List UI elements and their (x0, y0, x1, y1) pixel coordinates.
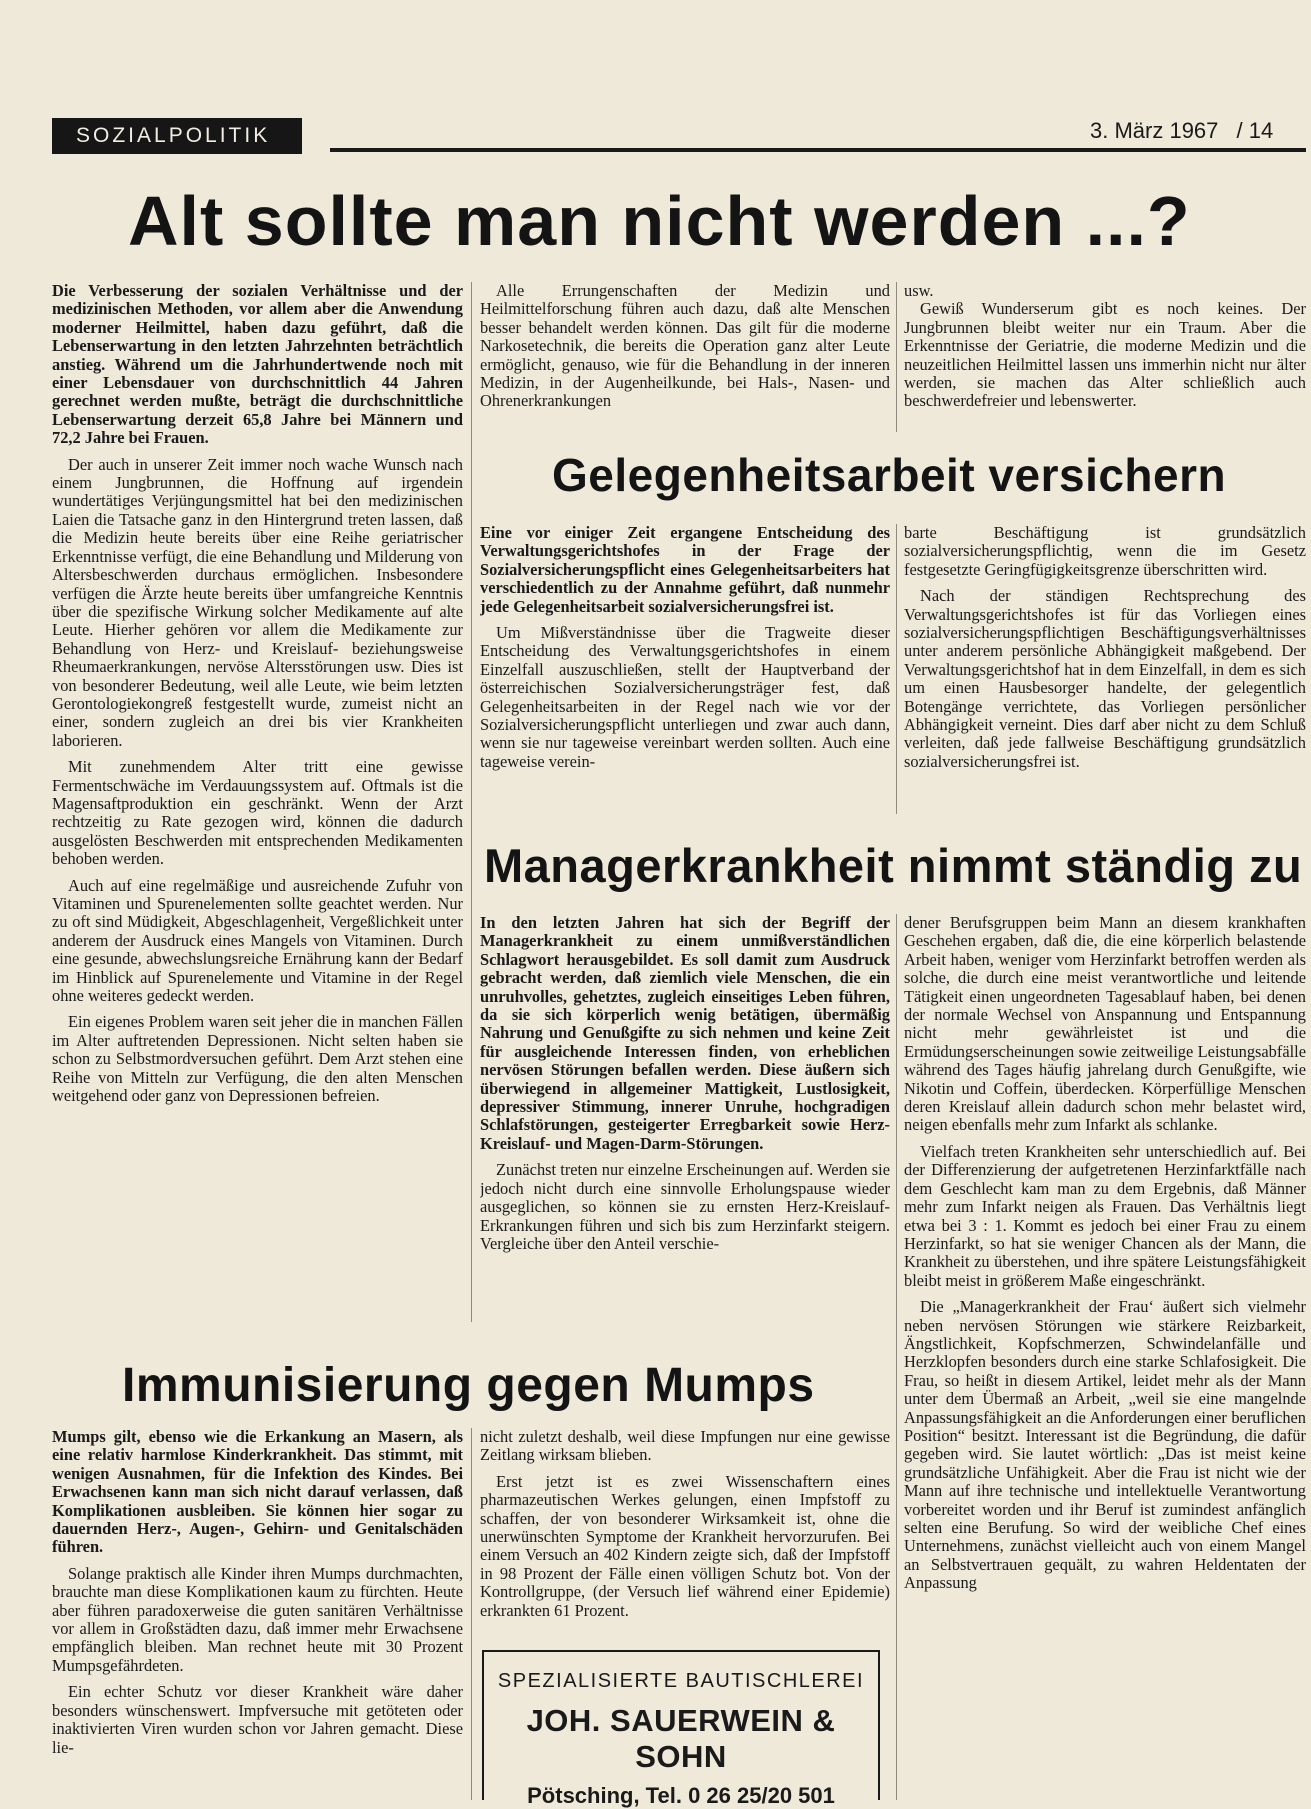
article4-lead: Mumps gilt, ebenso wie die Erkankung an Masern, als eine relativ harmlose Kinderkrankheit. Das stimmt, mit wenigen Ausnahmen, für die Infektion des Kindes. Bei Erwachsenen kann man sich nicht darauf verlassen, daß Komplikationen ausbleiben. Sie können hier sogar zu dauernden Herz-, Augen-, Gehirn- und Genitalschäden führen. (52, 1428, 463, 1557)
article1-lead: Die Verbesserung der sozialen Verhältnisse und der medizinischen Methoden, vor allem aber die Anwendung moderner Heilmittel, haben dazu geführt, daß die Lebenserwartung in den letzten Jahrzehnten beträchtlich anstieg. Während um die Jahrhundertwende noch mit einer Lebensdauer von durchschnittlich 44 Jahren gerechnet werden mußte, beträgt die durchschnittliche Lebenserwartung derzeit 65,8 Jahre bei Männern und 72,2 Jahre bei Frauen. (52, 282, 463, 448)
article3-paragraph: Die „Managerkrankheit der Frau‘ äußert sich vielmehr neben nervösen Störungen wie stärkere Reizbarkeit, Ängstlichkeit, Kopfschmerzen, Schwindelanfälle und Herzklopfen besonders durch eine starke Schlafosigkeit. Die Frau, so heißt in diesem Artikel, leidet mehr als der Mann unter dem Übermaß an Arbeit, „weil sie eine mangelnde Anpassungsfähigkeit an die Anforderungen einer beruflichen Position“ besitzt. Interessant ist die Begründung, die dafür gegeben wird. Sie lautet wörtlich: „Das ist meist keine grundsätzliche Unfähigkeit. Aber die Frau ist nicht wie der Mann auf ihre technische und intellektuelle Verantwortung vorbereitet worden und ihr Beruf ist zumindest anfänglich selten eine Berufung. So wird der weibliche Chef eines Unternehmens, zunächst vielleicht auch von einem Mangel an Selbstvertrauen gequält, zu wahren Heldentaten der Anpassung (904, 1297, 1306, 1593)
article2-column-1 (480, 524, 890, 814)
article2-paragraph: Nach der ständigen Rechtsprechung des Verwaltungsgerichtshofes ist für das Vorliegen eines sozialversicherungspflichtigen Beschäftigungsverhältnisses unter anderem persönliche Abhängigkeit maßgebend. Der Verwaltungsgerichtshof hat in dem Einzelfall, in dem es sich um einen Hausbesorger handelte, der gelegentlich Botengänge verrichtete, das Vorliegen persönlicher Abhängigkeit verneint. Dies darf aber nicht zu dem Schluß verleiten, daß jede fallweise Beschäftigung grundsätzlich sozialversicherungsfrei ist. (904, 586, 1306, 771)
date-text: 3. März 1967 (1090, 118, 1219, 143)
article3-lead: In den letzten Jahren hat sich der Begriff der Managerkrankheit zu einem unmißverständlichen Schlagwort herausgebildet. Es soll damit zum Ausdruck gebracht werden, daß ziemlich viele Menschen, die ein unruhvolles, gehetztes, zugleich einseitiges Leben führen, da sie sich körperlich wenig betätigen, übermäßig Nahrung und Genußgifte zu sich nehmen und keine Zeit für ausgleichende Interessen finden, von erheblichen nervösen Störungen befallen werden. Diese äußern sich überwiegend in allgemeiner Mattigkeit, Lustlosigkeit, depressiver Stimmung, innerer Unruhe, hochgradigen Schlafstörungen, gesteigerter Erregbarkeit sowie Herz-Kreislauf- und Magen-Darm-Störungen. (480, 914, 890, 1153)
article4-paragraph: Erst jetzt ist es zwei Wissenschaftern eines pharmazeutischen Werkes gelungen, einen Impfstoff zu schaffen, der von besonderer Wirksamkeit ist, ohne die unerwünschten Symptome der Krankheit hervorzurufen. Bei einem Versuch an 402 Kindern zeigte sich, daß der Impfstoff in 98 Prozent der Fälle einen völligen Schutz bot. Von der Kontrollgruppe, (der Versuch lief während einer Epidemie) erkrankten 61 Prozent. (480, 1471, 890, 1620)
article1-column-1 (52, 282, 463, 1316)
article3-column-2 (904, 914, 1306, 1800)
article1-paragraph: Ein eigenes Problem waren seit jeher die in manchen Fällen im Alter auftretenden Depressionen. Nicht selten haben sie schon zu Selbstmordversuchen geführt. Dem Arzt stehen eine Reihe von Mitteln zur Verfügung, die den alten Menschen weitgehend oder ganz von Depressionen befreien. (52, 1012, 463, 1106)
article1-paragraph: Mit zunehmendem Alter tritt eine gewisse Fermentschwäche im Verdauungssystem auf. Oftmals ist die Magensaftproduktion ein geschränkt. Wenn der Arzt rechtzeitig zu Rate gezogen wird, können die dadurch ausgelösten Beschwerden mit entsprechenden Medikamenten behoben werden. (52, 757, 463, 869)
article1-column-2 (480, 282, 890, 432)
article1-paragraph: Der auch in unserer Zeit immer noch wache Wunsch nach einem Jungbrunnen, die Hoffnung auf irgendein wundertätiges Verjüngungsmittel hat bei den medizinischen Laien die Tatsache ganz in den Hintergrund treten lassen, daß die Medizin heute bereits über eine Reihe geriatrischer Erkenntnisse verfügt, die eine Behandlung und Milderung von Altersbeschwerden durchaus ermöglichen. Insbesondere verfügen die Ärzte heute bereits über umfangreiche Kenntnis über die spezifische Wirkung solcher Medikamente auf alte Leute. Hierher gehören vor allem die Medikamente zur Behandlung von Herz- und Kreislauf- beziehungsweise Rheumaerkrankungen, nervöse Altersstörungen usw. Dies ist von besonderer Bedeutung, weil alle Leute, wie beim letzten Gerontologiekongreß festgestellt wurde, zumeist nicht an einer, sondern zugleich an drei bis vier Krankheiten laborieren. (52, 454, 463, 750)
article3-paragraph: dener Berufsgruppen beim Mann an diesem krankhaften Geschehen ergaben, daß die, die eine körperlich belastende Arbeit haben, weniger vom Herzinfarkt betroffen werden als solche, die durch eine meist verantwortliche und leitende Tätigkeit einen ungeordneten Tagesablauf haben, bei denen der normale Wechsel von Anspannung und Entspannung nicht mehr gewährleistet ist und die Ermüdungserscheinungen sowie zeitweilige Leistungsabfälle während des Tages häufig jahrelang durch Genußgifte, wie Nikotin und Coffein, überdecken. Körperfüllige Menschen deren Kreislauf allein dadurch schon mehr belastet wird, neigen ebenfalls mehr zum Infarkt als schlanke. (904, 914, 1306, 1135)
column-rule (896, 282, 897, 432)
issue-date (1090, 118, 1305, 144)
column-rule (896, 914, 897, 1800)
headline-mumps: Immunisierung gegen Mumps (122, 1359, 815, 1412)
article4-column-2 (480, 1428, 890, 1638)
article3-paragraph: Zunächst treten nur einzelne Erscheinungen auf. Werden sie jedoch nicht durch eine sinnvolle Erholungspause wieder ausgeglichen, so können sie zu ernsten Herz-Kreislauf-Erkrankungen führen und sich bis zum Herzinfarkt steigern. Vergleiche über den Anteil verschie- (480, 1160, 890, 1253)
column-rule (471, 282, 472, 1322)
header-rule (330, 148, 1306, 152)
headline-alt: Alt sollte man nicht werden ...? (128, 182, 1191, 260)
page-number: / 14 (1236, 118, 1274, 143)
ad-line-1: SPEZIALISIERTE BAUTISCHLEREI (497, 1670, 865, 1692)
headline-managerkrankheit: Managerkrankheit nimmt ständig zu (484, 839, 1303, 892)
article2-lead: Eine vor einiger Zeit ergangene Entscheidung des Verwaltungsgerichtshofes in der Frage der Sozialversicherungspflicht eines Gelegenheitsarbeiters hat verschiedentlich zu der Annahme geführt, daß nunmehr jede Gelegenheitsarbeit sozialversicherungsfrei ist. (480, 524, 890, 616)
article2-column-2 (904, 524, 1306, 814)
article4-paragraph: nicht zuletzt deshalb, weil diese Impfungen nur eine gewisse Zeitlang wirksam blieben. (480, 1428, 890, 1465)
ad-contact: Pötsching, Tel. 0 26 25/20 501 (527, 1783, 835, 1808)
article1-paragraph: Gewiß Wunderserum gibt es noch keines. Der Jungbrunnen bleibt weiter nur ein Traum. Aber die Erkenntnisse der Geriatrie, die moderne Medizin und die neuzeitlichen Heilmittel lassen uns immerhin nicht nur älter werden, sie machen das Alter schließlich auch beschwerdefreier und lebenswerter. (904, 299, 1306, 411)
article1-column-3 (904, 282, 1306, 432)
article4-column-1 (52, 1428, 463, 1800)
article3-column-1 (480, 914, 890, 1324)
article2-paragraph: barte Beschäftigung ist grundsätzlich sozialversicherungspflichtig, wenn die im Gesetz festgesetzte Geringfügigkeitsgrenze überschritten wird. (904, 524, 1306, 579)
article1-paragraph: Auch auf eine regelmäßige und ausreichende Zufuhr von Vitaminen und Spurenelementen sollte geachtet werden. Nur zu oft sind Müdigkeit, Abgeschlagenheit, Vergeßlichkeit unter anderem der Ausdruck eines Mangels von Vitaminen. Durch eine gesunde, abwechslungsreiche Ernährung kann der Bedarf im Hinblick auf Spurenelemente und Vitamine in der Regel ohne weiteres gedeckt werden. (52, 875, 463, 1006)
article3-paragraph: Vielfach treten Krankheiten sehr unterschiedlich auf. Bei der Differenzierung der aufgetretenen Herzinfarktfälle nach dem Geschlecht kam man zu dem Ergebnis, daß Männer mehr zum Infarkt neigen als Frauen. Das Verhältnis liegt etwa bei 3 : 1. Kommt es jedoch bei einer Frau zu einem Herzinfarkt, so hat sie weniger Chancen als der Mann, die Krankheit zu überstehen, und ihre spätere Leistungsfähigkeit bleibt meist in größerem Maße eingeschränkt. (904, 1141, 1306, 1290)
article4-paragraph: Solange praktisch alle Kinder ihren Mumps durchmachten, brauchte man diese Komplikationen kaum zu fürchten. Heute aber führen paradoxerweise die guten sanitären Verhältnisse vor allem in Großstädten dazu, daß immer mehr Erwachsene empfänglich bleiben. Man rechnet heute mit 30 Prozent Mumpsgefährdeten. (52, 1563, 463, 1675)
article1-paragraph: Alle Errungenschaften der Medizin und Heilmittelforschung führen auch dazu, daß alte Menschen besser behandelt werden können. Das gilt für die moderne Narkosetechnik, die bereits die Operation ganz alter Leute ermöglicht, genauso, wie für die Behandlung in der inneren Medizin, in der Augenheilkunde, bei Hals-, Nasen- und Ohrenerkrankungen (480, 282, 890, 411)
ad-company-name: JOH. SAUERWEIN & SOHN (526, 1703, 836, 1774)
headline-gelegenheitsarbeit: Gelegenheitsarbeit versichern (552, 449, 1227, 501)
article2-paragraph: Um Mißverständnisse über die Tragweite dieser Entscheidung des Verwaltungsgerichtshofes in einem Einzelfall auszuschließen, stellt der Hauptverband der österreichischen Sozialversicherungsträger fest, daß Gelegenheitsarbeiten in der Regel nach wie vor der Sozialversicherungspflicht unterliegen und zwar auch dann, wenn sie nur tageweise vereinbart werden sollten. Auch eine tageweise verein- (480, 623, 890, 771)
section-tag: SOZIALPOLITIK (52, 118, 302, 154)
article1-paragraph: usw. (904, 282, 934, 300)
column-rule (896, 524, 897, 814)
advertisement (482, 1650, 880, 1808)
article4-paragraph: Ein echter Schutz vor dieser Krankheit wäre daher besonders wünschenswert. Impfversuche mit getöteten oder inaktivierten Viren wurden schon vor Jahren gemacht. Diese lie- (52, 1682, 463, 1757)
column-rule (471, 1428, 472, 1800)
